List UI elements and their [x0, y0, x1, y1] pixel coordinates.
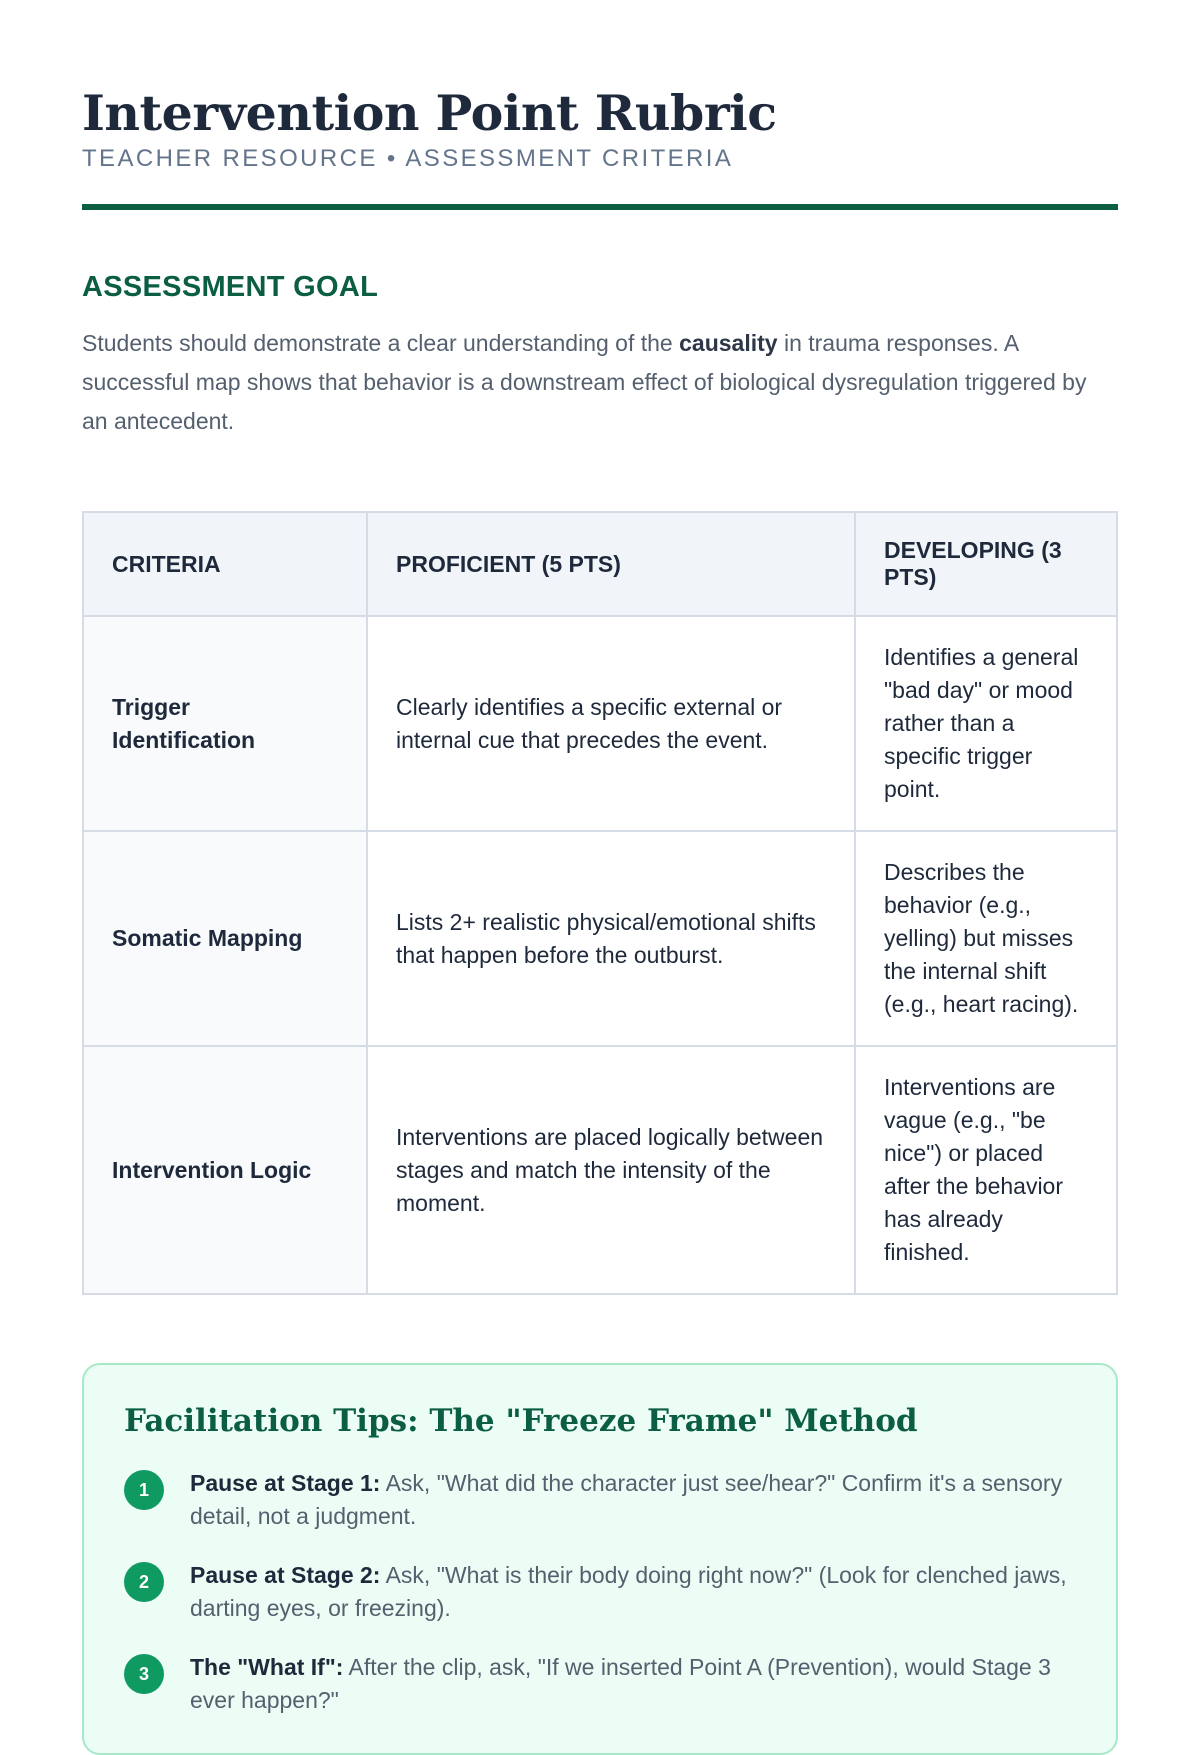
table-row — [83, 1046, 1117, 1294]
tip-label: Pause at Stage 1: — [190, 1470, 381, 1496]
list-item — [124, 1559, 1076, 1625]
proficient-cell: Clearly identifies a specific external or internal cue that precedes the event. — [367, 616, 855, 831]
step-number-badge: 3 — [124, 1654, 164, 1694]
tip-body: Ask, "What did the character just see/hear?" Confirm it's a sensory detail, not a judgment. — [190, 1470, 1063, 1529]
rubric-table — [82, 511, 1118, 1295]
list-item — [124, 1467, 1076, 1533]
tip-body: Ask, "What is their body doing right now?" (Look for clenched jaws, darting eyes, or freezing). — [190, 1562, 1067, 1621]
header-developing: DEVELOPING (3 PTS) — [855, 512, 1117, 616]
facilitation-tips-title: Facilitation Tips: The "Freeze Frame" Method — [124, 1403, 918, 1439]
rubric-header-row — [83, 512, 1117, 616]
goal-text-before: Students should demonstrate a clear understanding of the — [82, 330, 680, 356]
assessment-goal-section — [82, 270, 1118, 441]
criteria-cell: Trigger Identification — [83, 616, 367, 831]
step-number-badge: 1 — [124, 1470, 164, 1510]
header-proficient: PROFICIENT (5 PTS) — [367, 512, 855, 616]
goal-text-after: in trauma responses. A successful map shows that behavior is a downstream effect of biological dysregulation triggered by an antecedent. — [82, 330, 1087, 434]
goal-emphasis: causality — [679, 330, 778, 356]
tip-text — [190, 1467, 1076, 1533]
developing-cell: Describes the behavior (e.g., yelling) but misses the internal shift (e.g., heart racing). — [855, 831, 1117, 1046]
page-header — [82, 0, 1118, 210]
page-subtitle: TEACHER RESOURCE • ASSESSMENT CRITERIA — [82, 145, 734, 172]
header-criteria: CRITERIA — [83, 512, 367, 616]
tip-label: Pause at Stage 2: — [190, 1562, 381, 1588]
tip-text — [190, 1651, 1076, 1717]
table-row — [83, 616, 1117, 831]
assessment-goal-heading: ASSESSMENT GOAL — [82, 271, 379, 303]
developing-cell: Identifies a general "bad day" or mood rather than a specific trigger point. — [855, 616, 1117, 831]
criteria-cell: Somatic Mapping — [83, 831, 367, 1046]
step-number-badge: 2 — [124, 1562, 164, 1602]
proficient-cell: Interventions are placed logically between stages and match the intensity of the moment. — [367, 1046, 855, 1294]
tip-text — [190, 1559, 1076, 1625]
table-row — [83, 831, 1117, 1046]
header-divider — [82, 204, 1118, 210]
assessment-goal-text — [82, 324, 1118, 441]
facilitation-tips-box — [82, 1363, 1118, 1755]
page-title: Intervention Point Rubric — [82, 84, 777, 142]
tip-body: After the clip, ask, "If we inserted Point A (Prevention), would Stage 3 ever happen?" — [190, 1654, 1051, 1713]
proficient-cell: Lists 2+ realistic physical/emotional shifts that happen before the outburst. — [367, 831, 855, 1046]
developing-cell: Interventions are vague (e.g., "be nice") or placed after the behavior has already finished. — [855, 1046, 1117, 1294]
list-item — [124, 1651, 1076, 1717]
criteria-cell: Intervention Logic — [83, 1046, 367, 1294]
tip-label: The "What If": — [190, 1654, 344, 1680]
tips-list — [124, 1467, 1076, 1717]
